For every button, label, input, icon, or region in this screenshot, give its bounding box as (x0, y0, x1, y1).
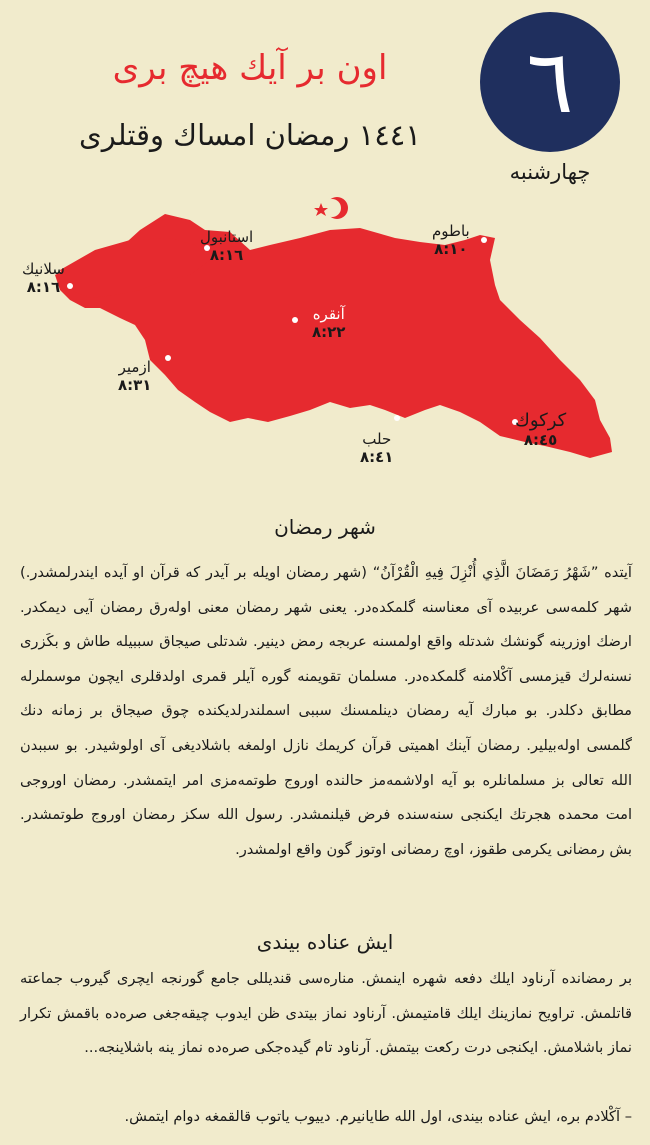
city-ankara: آنقره ٨:٢٢ (312, 305, 346, 341)
section-title-ramadan: شهر رمضان (274, 515, 376, 539)
weekday-label: چهارشنبه (509, 160, 591, 184)
city-aleppo: حلب ٨:٤١ (360, 430, 394, 466)
crescent-star-icon (314, 197, 348, 219)
day-number: ٦ (526, 30, 574, 133)
anecdote-quote: – آكْلادم بره، ایش عناده بیندی، اول الله طایانیرم. دییوب یاتوب قالقمغه دوام ایتمش. (124, 1108, 632, 1125)
page-subtitle: ١٤٤١ رمضان امساك وقتلری (79, 118, 421, 152)
section-title-anecdote: ایش عناده بیندی (256, 930, 394, 954)
page-title: اون بر آیك هیچ بری (112, 48, 388, 88)
section-body-anecdote: بر رمضانده آرناود ایلك دفعه شهره اینمش. مناره‌سی قندیللی جامع گورنجه ایچری گیروب جماعته قاتلمش. تراویح نمازینك ایلك قامتیمش. آرناود نماز بیتدی ظن ایدوب چیقه‌جغی صره‌ده باقمش تكرار نماز باشلامش. ایكنجی درت ركعت بیتمش. آرناود تام گیده‌جكی صره‌ده نماز ینه باشلاینجه... (20, 970, 632, 1057)
section-body-ramadan: آیتده ”شَهْرُ رَمَضَانَ الَّذِي أُنْزِلَ فِيهِ الْقُرْآنُ“ (شهر رمضان اویله بر آیدر كه قرآن او آیده ایندرلمشدر.) شهر كلمه‌سی عربیده آی معناسنه گلمكده‌در. یعنی شهر رمضان معنی اوله‌رق رمضان آیی دیمكدر. ارضك اوزرینه گونشك شدتله واقع اولمسنه عربجه رمض دینیر. شدتلی صیجاق سببیله طاش و بكَزری نسنه‌لرك قیزمسی آكْلامنه گلمكده‌در. مسلمان تقویمنه گوره آیلر قمری اولدقلری ایچون موسملرله مطابق دكلدر. بو مبارك آیه رمضان دینلمسنك سببی اسملندرلدیكنده چوق صیجاق بر زمانه دنك گلمسی اوله‌بیلیر. رمضان آینك اهمیتی قرآن كریمك نازل اولمغه باشلادیغی آی اولوشیدر. بو سببدن الله تعالی بز مسلمانلره بو آیه اولاشمه‌مز حالنده اوروج طوتمه‌مزی امر ایتمشدر. رمضان اوروجی امت محمده هجرتك ایكنجی سنه‌سنده فرض قیلنمشدر. رسول الله سكز رمضان اوروج طوتمشدر. بش رمضانی یكرمی طقوز، اوچ رمضانی اوتوز گون واقع اولمشدر. (20, 564, 632, 858)
city-salonica: سلانیك ٨:١٦ (22, 260, 65, 296)
map-shape (0, 190, 650, 510)
city-kirkuk: كركوك ٨:٤٥ (515, 410, 567, 449)
ottoman-map (0, 190, 650, 510)
city-istanbul: استانبول ٨:١٦ (200, 228, 254, 264)
day-badge (480, 12, 620, 152)
city-izmir: ازمیر ٨:٣١ (118, 358, 152, 394)
city-batum: باطوم ٨:١٠ (432, 222, 470, 258)
